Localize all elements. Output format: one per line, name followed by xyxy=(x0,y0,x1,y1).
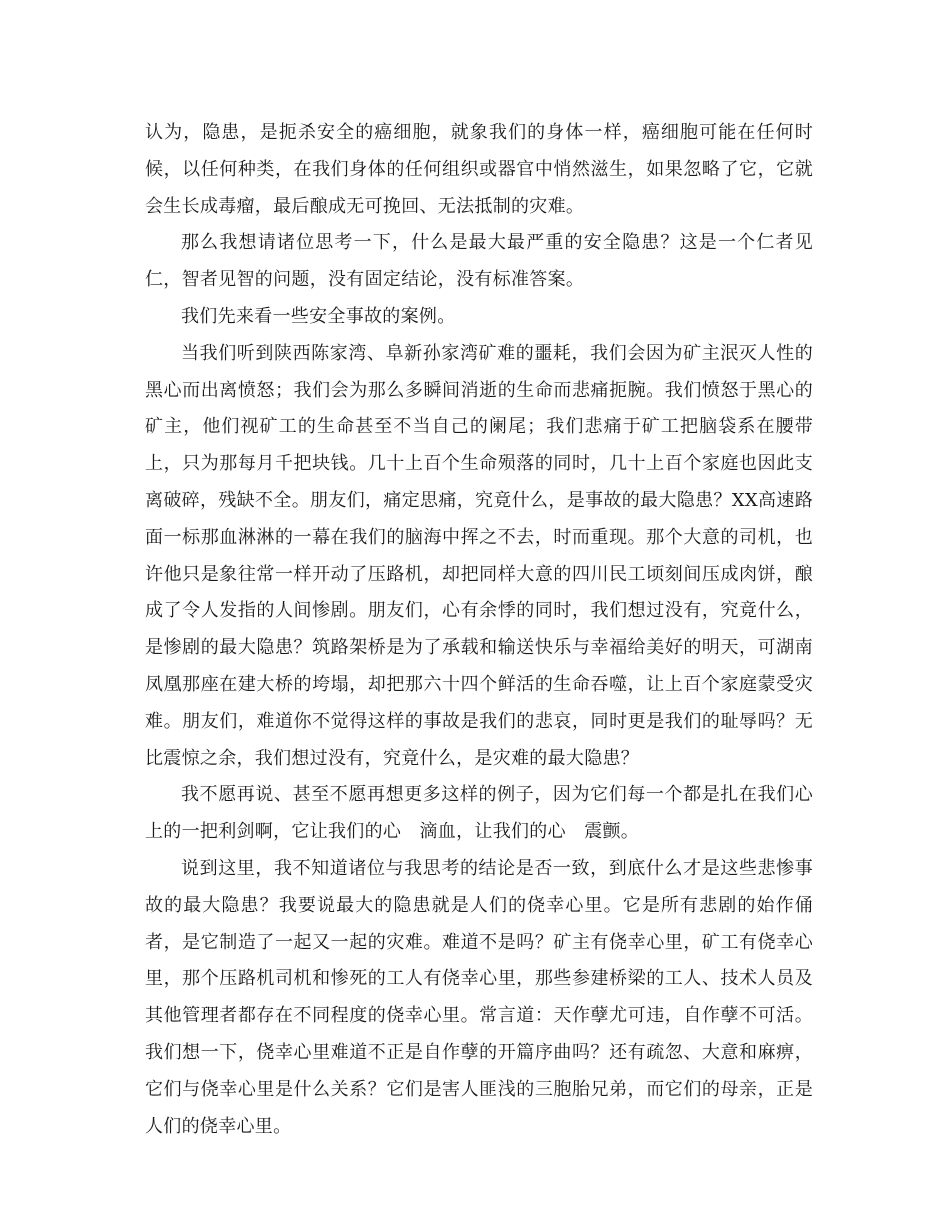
paragraph-2: 那么我想请诸位思考一下，什么是最大最严重的安全隐患？这是一个仁者见仁，智者见智的问题，没有固定结论，没有标准答案。 xyxy=(145,232,813,291)
document-body xyxy=(145,115,832,1145)
paragraph-1: 认为，隐患，是扼杀安全的癌细胞，就象我们的身体一样，癌细胞可能在任何时候，以任何种类，在我们身体的任何组织或器官中悄然滋生，如果忽略了它，它就会生长成毒瘤，最后酿成无可挽回、无法抵制的灾难。 xyxy=(145,122,813,217)
paragraph-6: 说到这里，我不知道诸位与我思考的结论是否一致，到底什么才是这些悲惨事故的最大隐患？我要说最大的隐患就是人们的侥幸心里。它是所有悲剧的始作俑者，是它制造了一起又一起的灾难。难道不是吗？矿主有侥幸心里，矿工有侥幸心里，那个压路机司机和惨死的工人有侥幸心里，那些参建桥梁的工人、技术人员及其他管理者都存在不同程度的侥幸心里。常言道：天作孽尤可违，自作孽不可活。我们想一下，侥幸心里难道不正是自作孽的开篇序曲吗？还有疏忽、大意和麻痹，它们与侥幸心里是什么关系？它们是害人匪浅的三胞胎兄弟，而它们的母亲，正是 人们的侥幸心里。 xyxy=(145,857,832,1137)
paragraph-4: 当我们听到陕西陈家湾、阜新孙家湾矿难的噩耗，我们会因为矿主泯灭人性的黑心而出离愤怒；我们会为那么多瞬间消逝的生命而悲痛扼腕。我们愤怒于黑心的矿主，他们视矿工的生命甚至不当自己的阑尾；我们悲痛于矿工把脑袋系在腰带上，只为那每月千把块钱。几十上百个生命殒落的同时，几十上百个家庭也因此支离破碎，残缺不全。朋友们，痛定思痛，究竟什么，是事故的最大隐患？XX高速路面一标那血淋淋的一幕在我们的脑海中挥之不去，时而重现。那个大意的司机，也许他只是象往常一样开动了压路机，却把同样大意的四川民工顷刻间压成肉饼，酿成了令人发指的人间惨剧。朋友们，心有余悸的同时，我们想过没有，究竟什么，是惨剧的最大隐患？筑路架桥是为了承载和输送快乐与幸福给美好的明天，可湖南凤凰那座在建大桥的垮塌，却把那六十四个鲜活的生命吞噬，让上百个家庭蒙受灾难。朋友们，难道你不觉得这样的事故是我们的悲哀，同时更是我们的耻辱吗？无比震惊之余，我们想过没有，究竟什么，是灾难的最大隐患？ xyxy=(145,342,813,769)
paragraph-3: 我们先来看一些安全事故的案例。 xyxy=(181,305,456,327)
paragraph-5: 我不愿再说、甚至不愿再想更多这样的例子，因为它们每一个都是扎在我们心上的一把利剑啊，它让我们的心 滴血，让我们的心 震颤。 xyxy=(145,784,813,843)
